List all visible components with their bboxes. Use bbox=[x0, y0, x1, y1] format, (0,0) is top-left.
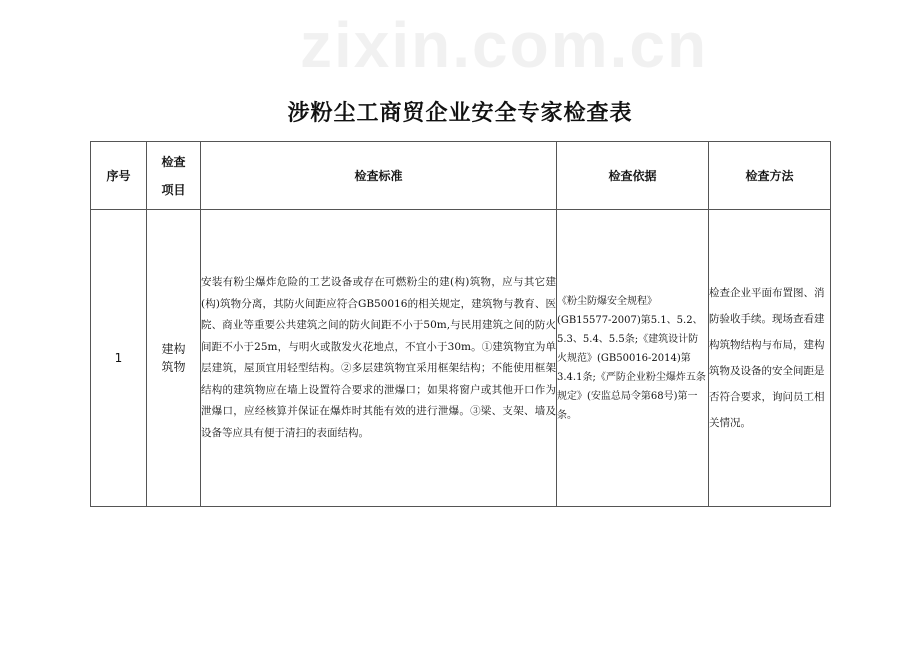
cell-no: 1 bbox=[91, 210, 147, 507]
inspection-table bbox=[90, 141, 831, 507]
table-header-row bbox=[91, 142, 831, 210]
cell-item bbox=[147, 210, 201, 507]
cell-item-line1: 建构 bbox=[161, 342, 186, 356]
cell-method: 检查企业平面布置图、消防验收手续。现场查看建构筑物结构与布局，建构筑物及设备的安全间距是否符合要求，询问员工相关情况。 bbox=[709, 210, 831, 507]
header-item bbox=[147, 142, 201, 210]
header-no: 序号 bbox=[91, 142, 147, 210]
header-item-line2: 项目 bbox=[161, 182, 186, 197]
header-standard: 检查标准 bbox=[201, 142, 557, 210]
cell-standard: 安装有粉尘爆炸危险的工艺设备或存在可燃粉尘的建(构)筑物，应与其它建(构)筑物分离，其防火间距应符合GB50016的相关规定，建筑物与教育、医院、商业等重要公共建筑之间的防火间距不小于50m,与民用建筑之间的防火间距不小于25m，与明火或散发火花地点，不宜小于30m。①建筑物宜为单层建筑，屋顶宜用轻型结构。②多层建筑物宜采用框架结构；不能使用框架结构的建筑物应在墙上设置符合要求的泄爆口；如果将窗户或其他开口作为泄爆口，应经核算并保证在爆炸时其能有效的进行泄爆。③梁、支架、墙及设备等应具有便于清扫的表面结构。 bbox=[201, 210, 557, 507]
table-row bbox=[91, 210, 831, 507]
page-title: 涉粉尘工商贸企业安全专家检查表 bbox=[287, 101, 633, 126]
cell-basis: 《粉尘防爆安全规程》(GB15577-2007)第5.1、5.2、5.3、5.4、5.5条;《建筑设计防火规范》(GB50016-2014)第3.4.1条;《严防企业粉尘爆炸五条规定》(安监总局令第68号)第一条。 bbox=[557, 210, 709, 507]
cell-item-line2: 筑物 bbox=[161, 360, 186, 374]
watermark: zixin.com.cn bbox=[300, 9, 709, 81]
header-method: 检查方法 bbox=[709, 142, 831, 210]
header-basis: 检查依据 bbox=[557, 142, 709, 210]
header-item-line1: 检查 bbox=[161, 154, 186, 169]
